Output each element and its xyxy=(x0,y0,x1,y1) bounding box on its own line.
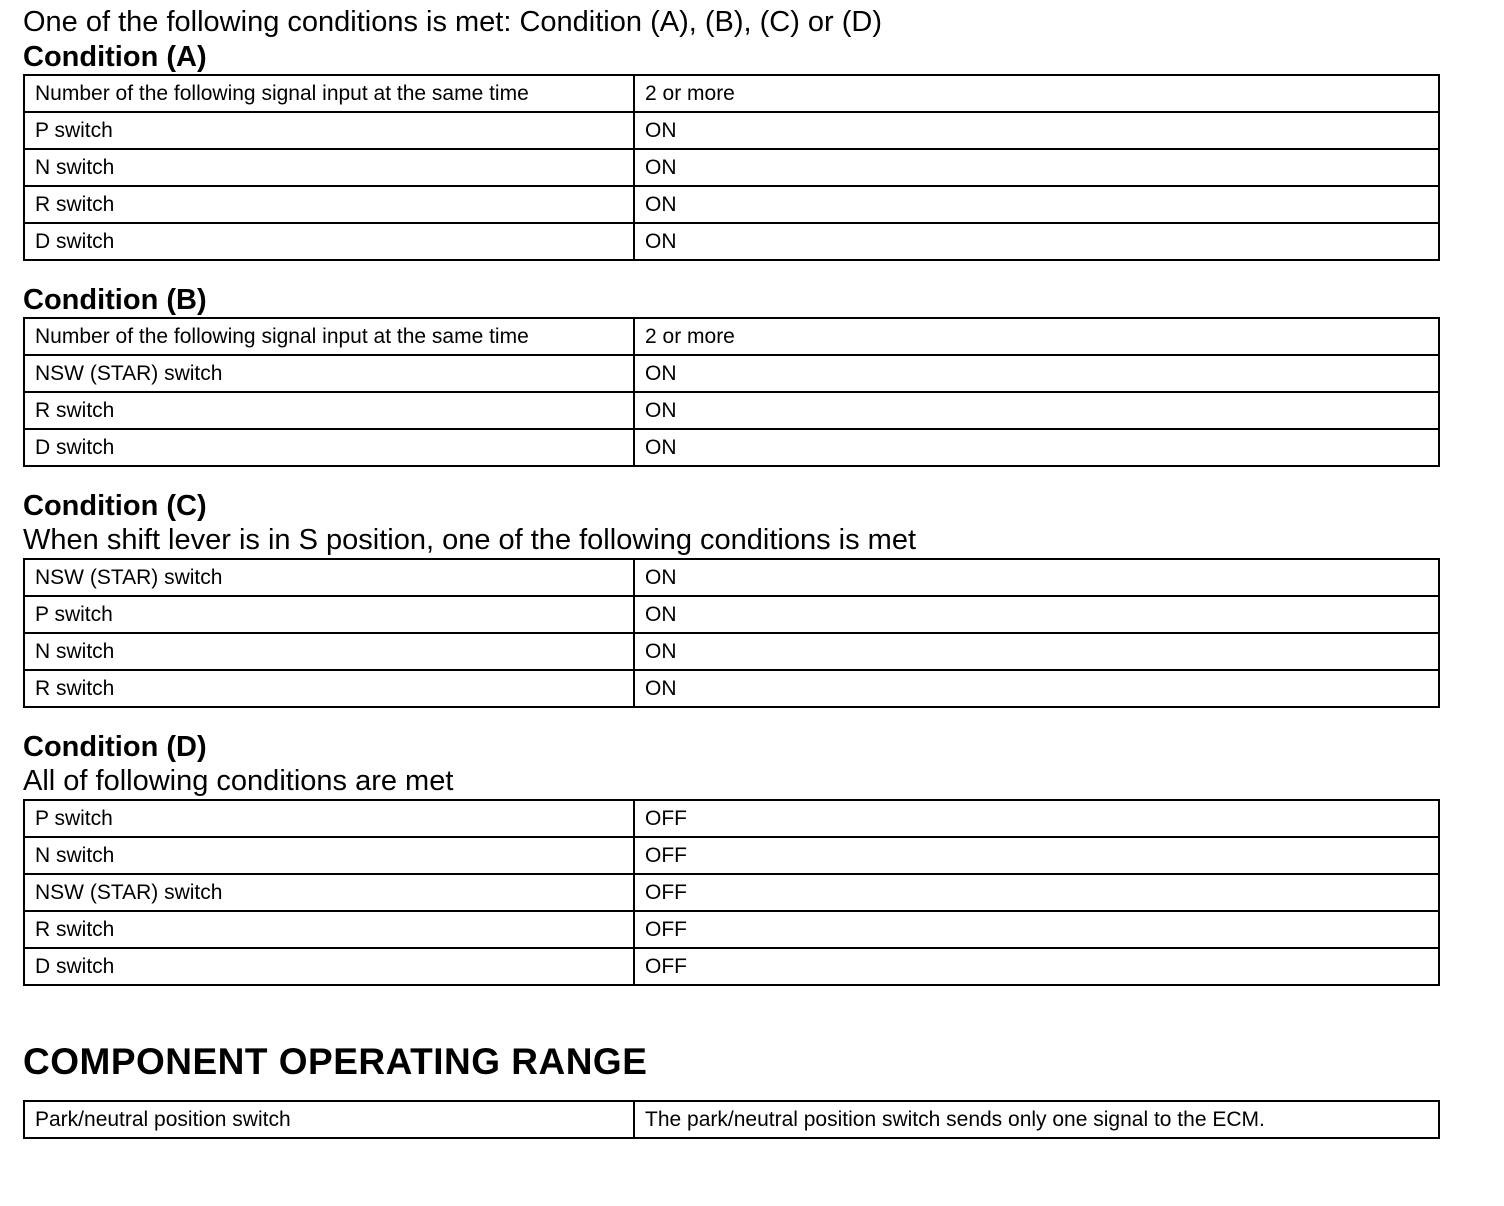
table-cell-value: ON xyxy=(634,112,1439,149)
table-row xyxy=(24,112,1439,149)
table-cell-value: OFF xyxy=(634,874,1439,911)
condition-d-subline: All of following conditions are met xyxy=(23,765,454,797)
table-row xyxy=(24,800,1439,837)
condition-d-table xyxy=(23,799,1440,986)
condition-b-table xyxy=(23,317,1440,467)
table-cell-label: D switch xyxy=(24,223,634,260)
table-cell-value: ON xyxy=(634,429,1439,466)
table-cell-label: NSW (STAR) switch xyxy=(24,355,634,392)
table-cell-value: OFF xyxy=(634,837,1439,874)
table-cell-value: ON xyxy=(634,559,1439,596)
condition-a-heading: Condition (A) xyxy=(23,41,207,73)
table-cell-label: N switch xyxy=(24,149,634,186)
table-cell-label: N switch xyxy=(24,633,634,670)
table-row xyxy=(24,559,1439,596)
table-cell-value: OFF xyxy=(634,800,1439,837)
table-cell-label: P switch xyxy=(24,596,634,633)
table-cell-value: ON xyxy=(634,633,1439,670)
table-row xyxy=(24,596,1439,633)
table-cell-label: R switch xyxy=(24,186,634,223)
table-cell-value: ON xyxy=(634,392,1439,429)
table-cell-label: Park/neutral position switch xyxy=(24,1101,634,1138)
table-row xyxy=(24,837,1439,874)
table-row xyxy=(24,1101,1439,1138)
table-cell-label: R switch xyxy=(24,911,634,948)
table-cell-value: ON xyxy=(634,355,1439,392)
condition-c-heading: Condition (C) xyxy=(23,490,207,522)
table-cell-value: ON xyxy=(634,186,1439,223)
table-cell-value: OFF xyxy=(634,948,1439,985)
document-page xyxy=(23,0,1443,1139)
table-row xyxy=(24,429,1439,466)
table-cell-value: ON xyxy=(634,670,1439,707)
table-row xyxy=(24,874,1439,911)
table-cell-label: N switch xyxy=(24,837,634,874)
table-row xyxy=(24,318,1439,355)
condition-c-subline: When shift lever is in S position, one of the following conditions is met xyxy=(23,524,917,556)
table-row xyxy=(24,186,1439,223)
condition-c-table xyxy=(23,558,1440,708)
table-cell-label: Number of the following signal input at the same time xyxy=(24,75,634,112)
table-row xyxy=(24,355,1439,392)
table-cell-label: NSW (STAR) switch xyxy=(24,874,634,911)
table-cell-value: 2 or more xyxy=(634,318,1439,355)
condition-a-table xyxy=(23,74,1440,261)
condition-b-heading: Condition (B) xyxy=(23,284,207,316)
table-cell-value: ON xyxy=(634,149,1439,186)
table-row xyxy=(24,392,1439,429)
table-row xyxy=(24,149,1439,186)
table-cell-label: P switch xyxy=(24,112,634,149)
table-cell-label: Number of the following signal input at the same time xyxy=(24,318,634,355)
table-row xyxy=(24,948,1439,985)
table-cell-label: D switch xyxy=(24,429,634,466)
intro-text: One of the following conditions is met: Condition (A), (B), (C) or (D) xyxy=(23,6,883,38)
table-row xyxy=(24,223,1439,260)
table-cell-value: OFF xyxy=(634,911,1439,948)
component-operating-range-heading: COMPONENT OPERATING RANGE xyxy=(23,1041,648,1082)
component-operating-range-table xyxy=(23,1100,1440,1139)
table-row xyxy=(24,670,1439,707)
table-row xyxy=(24,633,1439,670)
table-cell-value: ON xyxy=(634,223,1439,260)
table-cell-value: The park/neutral position switch sends only one signal to the ECM. xyxy=(634,1101,1439,1138)
table-row xyxy=(24,911,1439,948)
table-cell-value: ON xyxy=(634,596,1439,633)
table-cell-label: P switch xyxy=(24,800,634,837)
table-cell-label: NSW (STAR) switch xyxy=(24,559,634,596)
condition-d-heading: Condition (D) xyxy=(23,731,207,763)
table-cell-label: R switch xyxy=(24,670,634,707)
table-cell-label: R switch xyxy=(24,392,634,429)
table-row xyxy=(24,75,1439,112)
table-cell-label: D switch xyxy=(24,948,634,985)
table-cell-value: 2 or more xyxy=(634,75,1439,112)
